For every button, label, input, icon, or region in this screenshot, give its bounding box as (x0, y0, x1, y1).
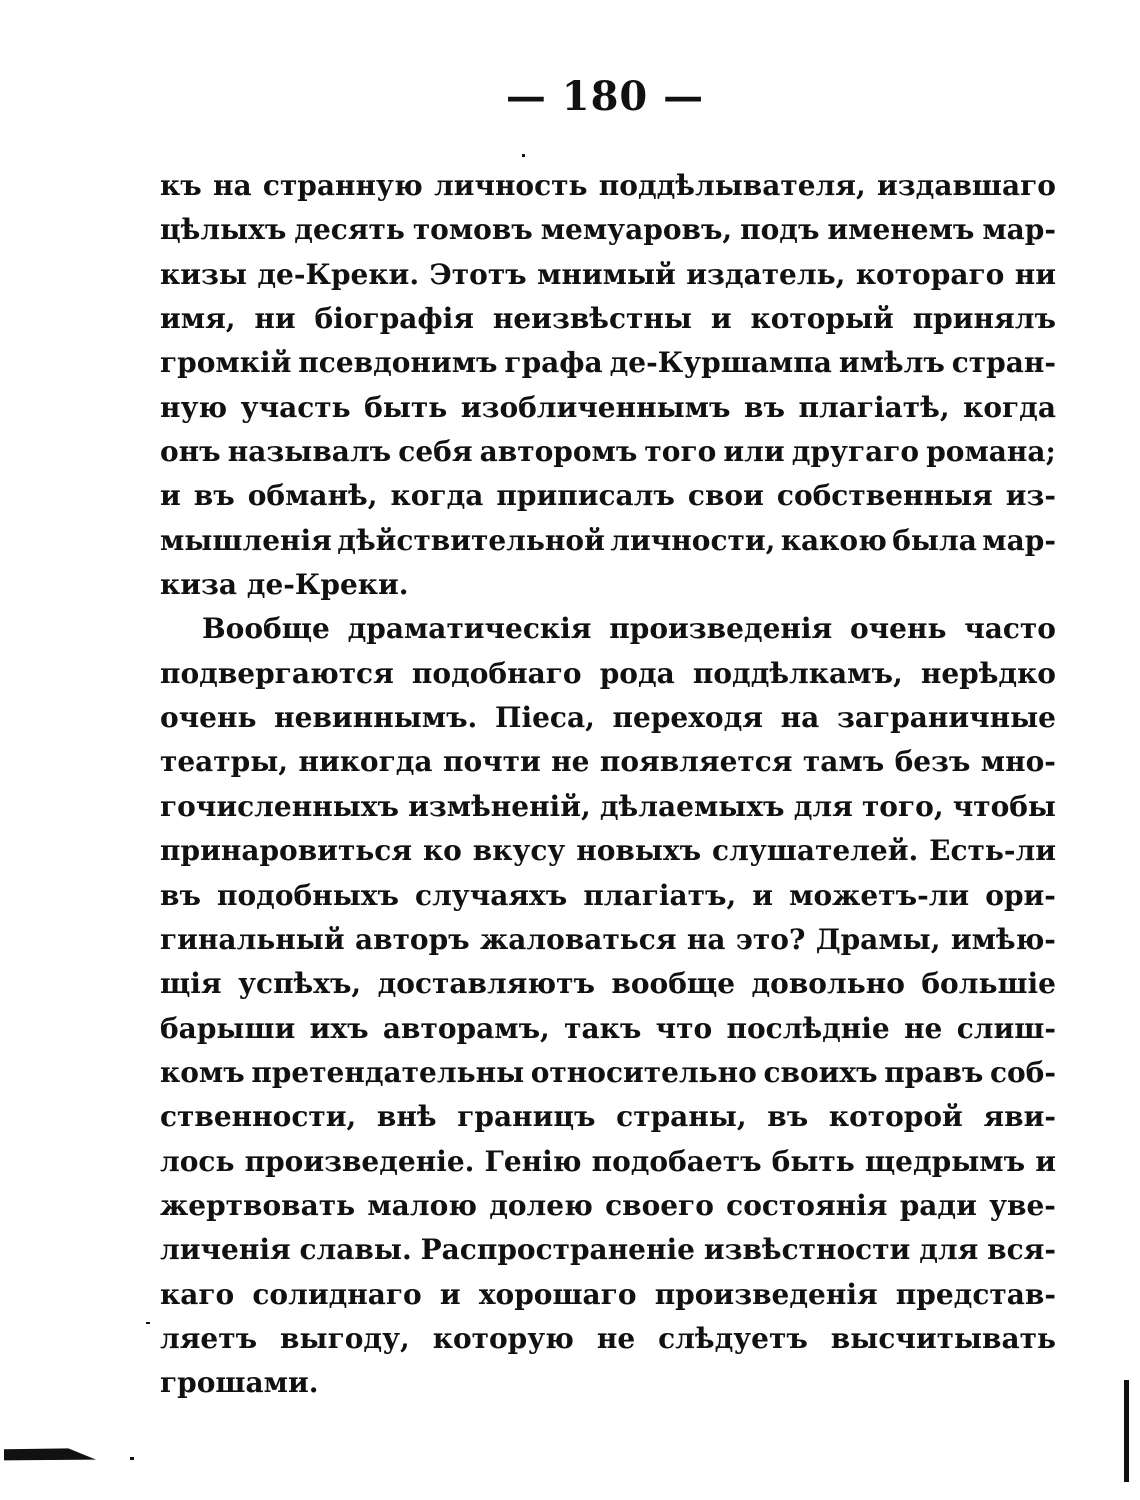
text-line: цѣлыхъ десять томовъ мемуаровъ, подъ именемъ мар- (160, 213, 1056, 247)
text-line: личенія славы. Распространеніе извѣстности для вся- (160, 1233, 1056, 1267)
text-line: комъ претендательны относительно своихъ правъ соб- (160, 1055, 1056, 1089)
text-line: жертвовать малою долею своего состоянія ради уве- (160, 1188, 1056, 1222)
scan-edge-mark (4, 1446, 96, 1462)
text-line: ляетъ выгоду, которую не слѣдуетъ высчитывать (160, 1321, 1056, 1355)
text-line: театры, никогда почти не появляется тамъ безъ мно- (160, 745, 1056, 779)
text-line: ственности, внѣ границъ страны, въ которой яви- (160, 1100, 1056, 1134)
text-line: щія успѣхъ, доставляютъ вообще довольно большіе (160, 967, 1056, 1001)
text-line: лось произведеніе. Генію подобаетъ быть щедрымъ и (160, 1144, 1056, 1178)
text-line: кизы де-Креки. Этотъ мнимый издатель, котораго ни (160, 257, 1056, 291)
scan-edge-mark (1124, 1380, 1129, 1482)
paragraph (160, 607, 1056, 1405)
text-line: ную участь быть изобличеннымъ въ плагіатѣ, когда (160, 390, 1056, 424)
text-line: каго солиднаго и хорошаго произведенія представ- (160, 1277, 1056, 1311)
text-line: онъ называлъ себя авторомъ того или другаго романа; (160, 435, 1056, 469)
paragraph (160, 164, 1056, 607)
scan-speck (130, 1457, 134, 1460)
text-line: грошами. (160, 1366, 319, 1400)
text-line: Вообще драматическія произведенія очень часто (202, 612, 1056, 646)
page-number: — 180 — (505, 73, 705, 120)
text-line: громкій псевдонимъ графа де-Куршампа имѣлъ стран- (160, 346, 1056, 380)
text-line: подвергаются подобнаго рода поддѣлкамъ, нерѣдко (160, 656, 1056, 690)
text-line: гочисленныхъ измѣненій, дѣлаемыхъ для того, чтобы (160, 789, 1056, 823)
text-line: къ на странную личность поддѣлывателя, издавшаго (160, 169, 1056, 202)
text-line: имя, ни біографія неизвѣстны и который принялъ (160, 302, 1056, 336)
body-text (160, 164, 1056, 1406)
text-line: очень невиннымъ. Піеса, переходя на заграничные (160, 701, 1056, 735)
text-line: мышленія дѣйствительной личности, какою была мар- (160, 523, 1056, 557)
text-line: гинальный авторъ жаловаться на это? Драмы, имѣю- (160, 922, 1056, 956)
text-line: принаровиться ко вкусу новыхъ слушателей. Есть-ли (160, 834, 1056, 868)
text-line: въ подобныхъ случаяхъ плагіатъ, и можетъ-ли ори- (160, 878, 1056, 912)
scan-speck (522, 154, 525, 157)
text-line: киза де-Креки. (160, 568, 409, 602)
scan-speck (146, 1322, 150, 1324)
text-line: барыши ихъ авторамъ, такъ что послѣдніе не слиш- (160, 1011, 1056, 1045)
text-line: и въ обманѣ, когда приписалъ свои собственныя из- (160, 479, 1056, 513)
